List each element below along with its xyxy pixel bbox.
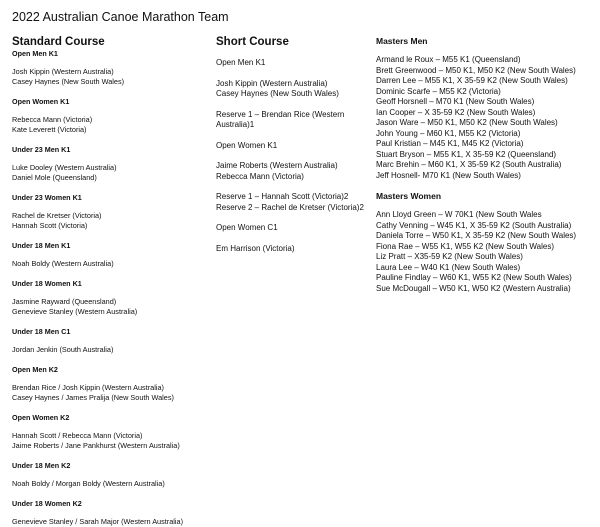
spacer (12, 317, 212, 327)
spacer (12, 231, 212, 241)
category-heading: Under 23 Men K1 (12, 145, 71, 154)
masters-women-entry: Daniela Torre – W50 K1, X 35-59 K2 (New South Wales) (376, 231, 577, 240)
spacer (12, 183, 212, 193)
masters-men-entry: Jason Ware – M50 K1, M50 K2 (New South Wales) (376, 118, 558, 127)
spacer (12, 422, 212, 431)
spacer (12, 451, 212, 461)
masters-men-entry: Armand le Roux – M55 K1 (Queensland) (376, 55, 521, 64)
short-course-entry: Josh Kippin (Western Australia) (216, 78, 328, 88)
spacer (376, 181, 596, 191)
athlete-entry: Noah Boldy (Western Australia) (12, 259, 114, 268)
masters-women-heading: Masters Women (376, 191, 442, 201)
short-course-entry: Rebecca Mann (Victoria) (216, 171, 304, 181)
short-course-block (216, 192, 371, 213)
masters-women-entry: Liz Pratt – X35-59 K2 (New South Wales) (376, 252, 523, 261)
spacer (12, 58, 212, 67)
athlete-entry: Genevieve Stanley / Sarah Major (Western Australia) (12, 517, 184, 526)
athlete-entry: Luke Dooley (Western Australia) (12, 163, 117, 172)
category-heading: Open Men K2 (12, 365, 58, 374)
masters-women-entry: Cathy Venning – W45 K1, X 35-59 K2 (South Australia) (376, 220, 572, 230)
spacer (216, 151, 371, 161)
masters-men-entry: Stuart Bryson – M55 K1, X 35-59 K2 (Queensland) (376, 149, 557, 159)
athlete-entry: Hannah Scott / Rebecca Mann (Victoria) (12, 431, 143, 440)
spacer (12, 135, 212, 145)
category-heading: Under 18 Men K2 (12, 461, 71, 470)
athlete-entry: Kate Leverett (Victoria) (12, 125, 87, 134)
short-course-entry: Casey Haynes (New South Wales) (216, 89, 339, 98)
masters-men-entry: Marc Brehin – M60 K1, X 35-59 K2 (South Australia) (376, 160, 562, 169)
athlete-entry: Casey Haynes / James Pralija (New South Wales) (12, 393, 174, 402)
short-course-block (216, 110, 371, 131)
short-course-block (216, 141, 371, 152)
category-heading: Open Women K1 (12, 97, 70, 106)
category-heading: Under 23 Women K1 (12, 193, 82, 202)
spacer (216, 131, 371, 141)
spacer (12, 403, 212, 413)
spacer (216, 234, 371, 244)
athlete-entry: Jordan Jenkin (South Australia) (12, 345, 114, 354)
short-course-column (216, 36, 371, 254)
masters-women-entry: Pauline Findlay – W60 K1, W55 K2 (New South Wales) (376, 273, 572, 282)
athlete-entry: Hannah Scott (Victoria) (12, 221, 88, 230)
category-heading: Open Women K2 (12, 413, 70, 422)
short-course-block (216, 161, 371, 182)
category-heading: Under 18 Women K2 (12, 499, 82, 508)
masters-women-entry: Fiona Rae – W55 K1, W55 K2 (New South Wales) (376, 241, 554, 251)
athlete-entry: Daniel Mole (Queensland) (12, 173, 97, 182)
athlete-entry: Jaime Roberts / Jane Pankhurst (Western Australia) (12, 441, 180, 450)
spacer (12, 154, 212, 163)
masters-women-entry: Ann Lloyd Green – W 70K1 (New South Wales (376, 210, 542, 219)
masters-women-entry: Laura Lee – W40 K1 (New South Wales) (376, 262, 521, 272)
masters-men-entry: Paul Kristian – M45 K1, M45 K2 (Victoria) (376, 139, 524, 148)
spacer (12, 87, 212, 97)
spacer (12, 106, 212, 115)
spacer (216, 49, 371, 58)
masters-men-entry: Jeff Hosnell- M70 K1 (New South Wales) (376, 170, 521, 180)
athlete-entry: Brendan Rice / Josh Kippin (Western Australia) (12, 383, 164, 392)
spacer (12, 470, 212, 479)
spacer (12, 374, 212, 383)
category-heading: Under 18 Men C1 (12, 327, 71, 336)
short-course-block (216, 58, 371, 69)
category-heading: Under 18 Men K1 (12, 241, 71, 250)
standard-course-column (12, 36, 212, 527)
short-course-entry: Reserve 1 – Brendan Rice (Western Australia)1 (216, 109, 345, 129)
short-course-entry: Reserve 2 – Rachel de Kretser (Victoria)2 (216, 202, 364, 212)
masters-men-entry: Brett Greenwood – M50 K1, M50 K2 (New South Wales) (376, 65, 576, 75)
spacer (12, 269, 212, 279)
short-course-entry: Em Harrison (Victoria) (216, 243, 295, 253)
short-course-entry: Reserve 1 – Hannah Scott (Victoria)2 (216, 192, 349, 201)
spacer (376, 46, 596, 55)
category-heading: Open Men K1 (12, 49, 58, 58)
spacer (216, 213, 371, 223)
spacer (12, 355, 212, 365)
athlete-entry: Genevieve Stanley (Western Australia) (12, 307, 138, 316)
page-title: 2022 Australian Canoe Marathon Team (12, 10, 229, 24)
short-course-entry: Open Women K1 (216, 140, 278, 150)
category-heading: Under 18 Women K1 (12, 279, 82, 288)
short-course-block (216, 79, 371, 100)
short-course-entry: Jaime Roberts (Western Australia) (216, 161, 338, 170)
spacer (12, 288, 212, 297)
masters-men-entry: Dominic Scarfe – M55 K2 (Victoria) (376, 86, 501, 96)
athlete-entry: Rachel de Kretser (Victoria) (12, 211, 102, 220)
athlete-entry: Casey Haynes (New South Wales) (12, 77, 125, 86)
masters-men-heading: Masters Men (376, 36, 428, 46)
short-course-block (216, 244, 371, 255)
spacer (216, 100, 371, 110)
spacer (376, 201, 596, 210)
short-course-heading: Short Course (216, 36, 289, 48)
spacer (12, 508, 212, 517)
masters-men-entry: Ian Cooper – X 35-59 K2 (New South Wales) (376, 107, 536, 117)
spacer (216, 182, 371, 192)
spacer (12, 250, 212, 259)
spacer (12, 202, 212, 211)
spacer (12, 489, 212, 499)
masters-men-entry: Geoff Horsnell – M70 K1 (New South Wales) (376, 97, 535, 106)
short-course-entry: Open Women C1 (216, 223, 278, 232)
spacer (216, 69, 371, 79)
short-course-entry: Open Men K1 (216, 58, 266, 67)
athlete-entry: Rebecca Mann (Victoria) (12, 115, 93, 124)
athlete-entry: Josh Kippin (Western Australia) (12, 67, 114, 76)
masters-column (376, 36, 596, 294)
short-course-block (216, 223, 371, 234)
athlete-entry: Jasmine Rayward (Queensland) (12, 297, 117, 306)
masters-men-entry: John Young – M60 K1, M55 K2 (Victoria) (376, 128, 521, 138)
athlete-entry: Noah Boldy / Morgan Boldy (Western Australia) (12, 479, 165, 488)
standard-course-heading: Standard Course (12, 36, 105, 48)
spacer (12, 336, 212, 345)
masters-women-entry: Sue McDougall – W50 K1, W50 K2 (Western Australia) (376, 283, 571, 293)
masters-men-entry: Darren Lee – M55 K1, X 35-59 K2 (New South Wales) (376, 76, 568, 85)
